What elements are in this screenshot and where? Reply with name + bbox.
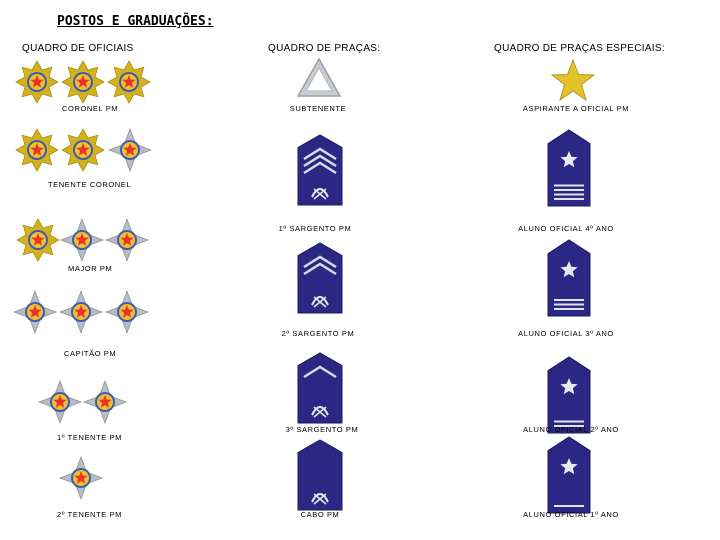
cadet-shoulder-board xyxy=(548,240,590,316)
gold-rank-star-icon xyxy=(15,128,59,172)
year-bar xyxy=(554,308,584,310)
gold-rank-star-icon xyxy=(61,128,105,172)
rank-label-1-sargento: 1º SARGENTO PM xyxy=(278,224,352,233)
gold-rank-star-icon xyxy=(15,60,59,104)
rank-label-3-sargento: 3º SARGENTO PM xyxy=(285,425,359,434)
rank-label-aluno-2-ano: ALUNO OFICIAL 2º ANO xyxy=(523,425,619,434)
enlisted-column-header: QUADRO DE PRAÇAS: xyxy=(268,43,381,54)
rank-label-aluno-4-ano: ALUNO OFICIAL 4º ANO xyxy=(518,224,614,233)
year-bar xyxy=(554,194,584,196)
silver-rank-star-icon xyxy=(59,290,103,334)
sergeant-shoulder-board xyxy=(298,243,342,313)
year-bar xyxy=(554,505,584,507)
rank-label-subtenente: SUBTENENTE xyxy=(289,104,347,113)
rank-label-tenente-coronel: TENENTE CORONEL xyxy=(48,180,132,189)
gold-rank-star-icon xyxy=(61,60,105,104)
cadet-shoulder-board xyxy=(548,357,590,433)
rank-label-coronel: CORONEL PM xyxy=(62,104,119,113)
silver-rank-star-icon xyxy=(83,380,127,424)
gold-rank-star-icon xyxy=(107,60,151,104)
page-title: POSTOS E GRADUAÇÕES: xyxy=(57,14,214,29)
sergeant-shoulder-board xyxy=(298,135,342,205)
silver-rank-star-icon xyxy=(59,456,103,500)
year-bar xyxy=(554,299,584,301)
special-column-header: QUADRO DE PRAÇAS ESPECIAIS: xyxy=(494,43,665,54)
silver-rank-star-icon xyxy=(105,290,149,334)
rank-label-major: MAJOR PM xyxy=(68,264,113,273)
silver-rank-star-icon xyxy=(38,380,82,424)
rank-label-cabo: CABO PM xyxy=(300,510,340,519)
silver-rank-star-icon xyxy=(60,218,104,262)
rank-label-capitao: CAPITÃO PM xyxy=(64,349,117,358)
rank-label-1-tenente: 1º TENENTE PM xyxy=(57,433,122,442)
silver-rank-star-icon xyxy=(13,290,57,334)
silver-rank-star-icon xyxy=(108,128,152,172)
sergeant-shoulder-board xyxy=(298,440,342,510)
year-bar xyxy=(554,185,584,187)
gold-rank-star-icon xyxy=(16,218,60,262)
year-bar xyxy=(554,304,584,306)
silver-rank-star-icon xyxy=(105,218,149,262)
rank-label-aluno-3-ano: ALUNO OFICIAL 3º ANO xyxy=(518,329,614,338)
year-bar xyxy=(554,189,584,191)
officers-column-header: QUADRO DE OFICIAIS xyxy=(22,43,134,54)
year-bar xyxy=(554,198,584,200)
rank-label-2-sargento: 2º SARGENTO PM xyxy=(281,329,355,338)
aspirante-gold-star-icon xyxy=(550,58,596,102)
cadet-shoulder-board xyxy=(548,437,590,513)
subtenente-triangle-icon xyxy=(295,56,343,100)
rank-label-aluno-1-ano: ALUNO OFICIAL 1º ANO xyxy=(523,510,619,519)
rank-label-aspirante: ASPIRANTE A OFICIAL PM xyxy=(522,104,630,113)
year-bar xyxy=(554,421,584,423)
rank-label-2-tenente: 2º TENENTE PM xyxy=(57,510,122,519)
sergeant-shoulder-board xyxy=(298,353,342,423)
cadet-shoulder-board xyxy=(548,130,590,206)
